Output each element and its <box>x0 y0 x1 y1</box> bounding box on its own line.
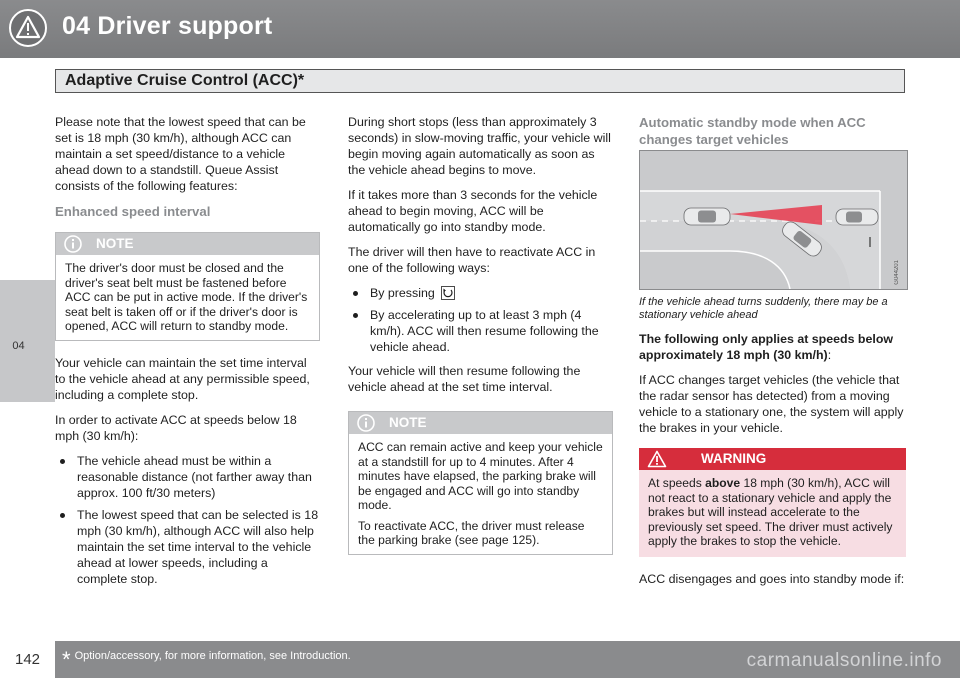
own-car <box>684 208 730 225</box>
section-title-bar <box>55 69 905 93</box>
chapter-tab-label: 04 <box>12 340 25 352</box>
intro-paragraph: Please note that the lowest speed that can be set is 18 mph (30 km/h), although ACC can maintain a set speed/distance to a vehicle ahead down to a standstill. Queue Assist consists of the following features: <box>55 115 306 193</box>
column-1 <box>55 114 320 595</box>
paragraph-resume: Your vehicle will then resume following the vehicle ahead at the set time interval. <box>348 364 581 394</box>
footnote-text: Option/accessory, for more information, see Introduction. <box>74 650 351 662</box>
note-text-parking-brake: To reactivate ACC, the driver must release the parking brake (see page 125). <box>358 518 585 547</box>
paragraph-target-change: If ACC changes target vehicles (the vehicle that the radar sensor has detected) from a moving vehicle to a stationary one, the system will apply the brakes in your vehicle. <box>639 373 904 435</box>
warning-box <box>639 448 906 557</box>
paragraph-short-stops: During short stops (less than approximately 3 seconds) in slow-moving traffic, your vehicle will begin moving again automatically as soon as the vehicle ahead begins to move. <box>348 115 611 177</box>
warning-triangle-icon <box>647 450 667 468</box>
info-icon <box>357 414 375 432</box>
watermark: carmanualsonline.info <box>746 650 942 671</box>
footnote <box>62 647 351 673</box>
column-3 <box>639 114 906 596</box>
paragraph-standby: If it takes more than 3 seconds for the vehicle ahead to begin moving, ACC will be automatically go into standby mode. <box>348 188 598 234</box>
bullet-list-reactivate <box>348 285 613 355</box>
paragraph-time-interval: Your vehicle can maintain the set time interval to the vehicle ahead at any permissible speed, including a complete stop. <box>55 355 310 402</box>
page-number: 142 <box>0 641 55 678</box>
warning-body <box>639 470 906 557</box>
warning-text-bold: above <box>705 476 741 490</box>
list-item: The lowest speed that can be selected is 18 mph (30 km/h), although ACC will also help maintain the set time interval to the vehicle ahead at lower speeds, including a complete stop. <box>55 507 320 587</box>
footnote-star: * <box>62 647 71 672</box>
chapter-title: 04 Driver support <box>62 12 273 40</box>
chapter-side-tab <box>0 58 55 640</box>
resume-arrow-icon <box>441 286 455 300</box>
note-text: The driver's door must be closed and the driver's seat belt must be fastened before ACC can be put in active mode. If the driver's seat belt is taken off or if the driver's door is opened, ACC will return to standby mode. <box>65 261 308 333</box>
note-text-standstill: ACC can remain active and keep your vehicle at a standstill for up to 4 minutes. After 4 minutes have elapsed, the parking brake will be engaged and ACC will go into standby mode. <box>358 440 603 512</box>
column-2 <box>348 114 613 569</box>
warning-triangle-icon <box>8 8 48 48</box>
list-item: By accelerating up to at least 3 mph (4 km/h). ACC will then resume following the vehicle ahead. <box>348 307 613 355</box>
list-item: The vehicle ahead must be within a reasonable distance (not farther away than approx. 100 ft/30 meters) <box>55 453 320 501</box>
note-box-standstill <box>348 411 613 555</box>
chapter-header <box>0 0 960 58</box>
paragraph-reactivate: The driver will then have to reactivate ACC in one of the following ways: <box>348 245 596 275</box>
figure-caption: If the vehicle ahead turns suddenly, there may be a stationary vehicle ahead <box>639 296 888 321</box>
bullet-list-conditions <box>55 453 320 587</box>
warning-header <box>639 448 906 470</box>
warning-title: WARNING <box>701 451 767 466</box>
bold-applies-line <box>639 331 906 363</box>
bold-applies-text: The following only applies at speeds below approximately 18 mph (30 km/h) <box>639 332 894 362</box>
note-body <box>349 434 612 554</box>
note-box-seatbelt <box>55 232 320 341</box>
paragraph-activate-low-speed: In order to activate ACC at speeds below 18 mph (30 km/h): <box>55 412 297 443</box>
note-title: NOTE <box>96 236 134 251</box>
subheading-enhanced-speed: Enhanced speed interval <box>55 204 211 219</box>
warning-text-post: 18 mph (30 km/h), ACC will not react to a stationary vehicle and apply the brakes but will instead accelerate to the previously set speed. The driver must actively apply the brakes to stop the vehicle. <box>648 476 893 548</box>
bold-colon: : <box>827 348 832 362</box>
subheading-standby-target: Automatic standby mode when ACC changes target vehicles <box>639 115 866 147</box>
info-icon <box>64 235 82 253</box>
bullet-press-text: By pressing <box>370 286 435 300</box>
illustration-target-change <box>639 150 908 290</box>
figure-code: G044201 <box>894 260 900 285</box>
paragraph-disengages: ACC disengages and goes into standby mode if: <box>639 571 905 586</box>
stationary-car <box>836 209 878 225</box>
list-item <box>348 285 613 301</box>
note-body <box>56 255 319 340</box>
warning-text-pre: At speeds <box>648 476 706 490</box>
road-illustration <box>640 151 907 289</box>
page-footer <box>0 641 960 678</box>
note-header <box>349 412 612 434</box>
note-header <box>56 233 319 255</box>
section-title: Adaptive Cruise Control (ACC)* <box>65 72 305 89</box>
note-title: NOTE <box>389 415 427 430</box>
